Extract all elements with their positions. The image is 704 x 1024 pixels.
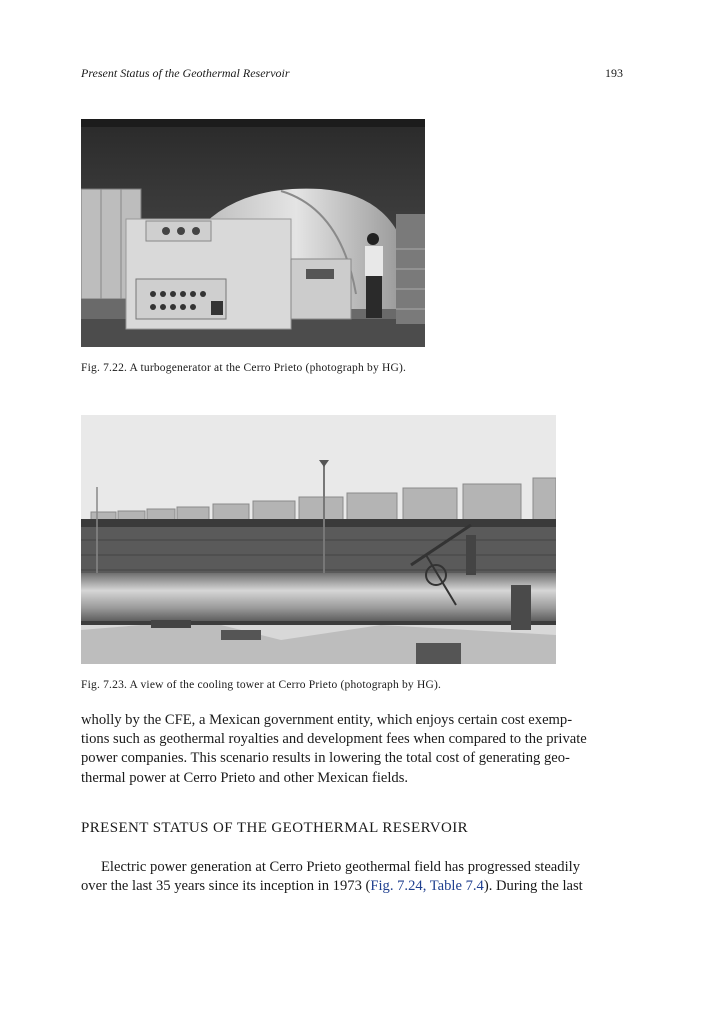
text-line — [81, 877, 624, 896]
figure-caption: Fig. 7.23. A view of the cooling tower at Cerro Prieto (photograph by HG). — [81, 679, 442, 691]
text-line: tions such as geothermal royalties and development fees when compared to the private — [81, 731, 587, 748]
figure-reference-link[interactable]: Fig. 7.24 — [370, 878, 423, 895]
page-number: 193 — [605, 66, 623, 80]
text-line: power companies. This scenario results in lowering the total cost of generating geo- — [81, 750, 570, 767]
cooling-tower-photo — [81, 415, 556, 664]
text-segment: ). During the last — [483, 878, 583, 895]
text-segment: Electric power generation at Cerro Prieto geothermal field has progressed steadily — [101, 859, 580, 875]
text-line: wholly by the CFE, a Mexican government entity, which enjoys certain cost exemp- — [81, 712, 573, 728]
figure-caption: Fig. 7.22. A turbogenerator at the Cerro Prieto (photograph by HG). — [81, 362, 407, 374]
running-title: Present Status of the Geothermal Reservoir — [81, 66, 290, 80]
table-reference-link[interactable]: Table 7.4 — [429, 878, 484, 895]
reference-separator: , — [422, 878, 430, 895]
text-line: thermal power at Cerro Prieto and other Mexican fields. — [81, 769, 409, 786]
turbogenerator-photo — [81, 119, 425, 347]
text-line — [81, 858, 624, 877]
body-paragraph — [81, 858, 624, 896]
body-paragraph — [81, 711, 624, 788]
text-segment: over the last 35 years since its inception in 1973 ( — [81, 878, 371, 895]
section-heading: PRESENT STATUS OF THE GEOTHERMAL RESERVOIR — [81, 820, 469, 836]
